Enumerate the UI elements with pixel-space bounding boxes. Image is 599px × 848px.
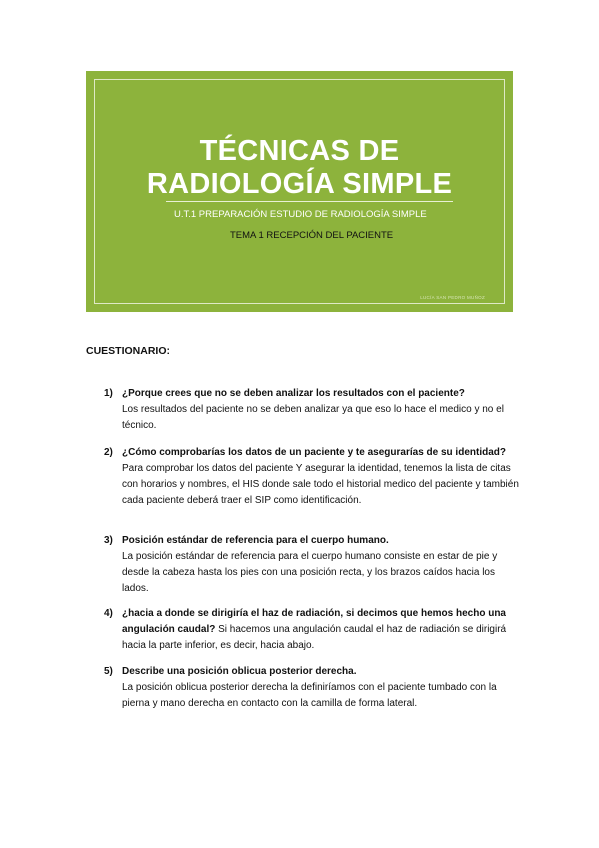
question-text: ¿Porque crees que no se deben analizar los resultados con el paciente?	[122, 388, 465, 399]
title-divider	[166, 201, 453, 202]
question-item-1	[104, 386, 524, 434]
question-number: 3)	[104, 535, 113, 546]
answer-text: Para comprobar los datos del paciente Y asegurar la identidad, tenemos la lista de citas con horarios y nombres, el HIS donde sale todo el historial medico del paciente y también cada paciente deberá traer el SIP como identificación.	[122, 463, 519, 506]
topic-subtitle: TEMA 1 RECEPCIÓN DEL PACIENTE	[230, 230, 394, 241]
title-line-2: RADIOLOGÍA SIMPLE	[146, 168, 453, 200]
title-line-1: TÉCNICAS DE	[199, 135, 400, 167]
question-text: ¿Cómo comprobarías los datos de un paciente y te asegurarías de su identidad?	[122, 447, 506, 458]
author-name: LUCÍA SAN PEDRO MUÑOZ	[420, 295, 485, 300]
question-number: 1)	[104, 388, 113, 399]
question-item-4	[104, 606, 524, 654]
unit-subtitle: U.T.1 PREPARACIÓN ESTUDIO DE RADIOLOGÍA SIMPLE	[174, 209, 427, 220]
questionnaire-heading: CUESTIONARIO:	[86, 345, 170, 357]
question-text: ¿hacia a donde se dirigiría el haz de radiación, si decimos que hemos hecho una angulación caudal?	[122, 608, 506, 635]
question-text: Describe una posición oblicua posterior derecha.	[122, 666, 357, 677]
answer-text: La posición estándar de referencia para el cuerpo humano consiste en estar de pie y desde la cabeza hasta los pies con una posición recta, y los brazos caídos hacia los lados.	[122, 551, 498, 594]
answer-text: Si hacemos una angulación caudal el haz de radiación se dirigirá hacia la parte inferior, es decir, hacia abajo.	[122, 624, 507, 651]
question-text: Posición estándar de referencia para el cuerpo humano.	[122, 535, 389, 546]
question-item-3	[104, 533, 524, 597]
title-banner	[86, 71, 513, 312]
question-item-5	[104, 664, 524, 712]
document-title	[86, 135, 513, 201]
answer-text: La posición oblicua posterior derecha la definiríamos con el paciente tumbado con la pierna y mano derecha en contacto con la camilla de forma lateral.	[122, 682, 497, 709]
answer-text: Los resultados del paciente no se deben analizar ya que eso lo hace el medico y no el técnico.	[122, 404, 504, 431]
question-item-2	[104, 445, 524, 509]
question-number: 4)	[104, 608, 113, 619]
question-number: 5)	[104, 666, 113, 677]
question-number: 2)	[104, 447, 113, 458]
